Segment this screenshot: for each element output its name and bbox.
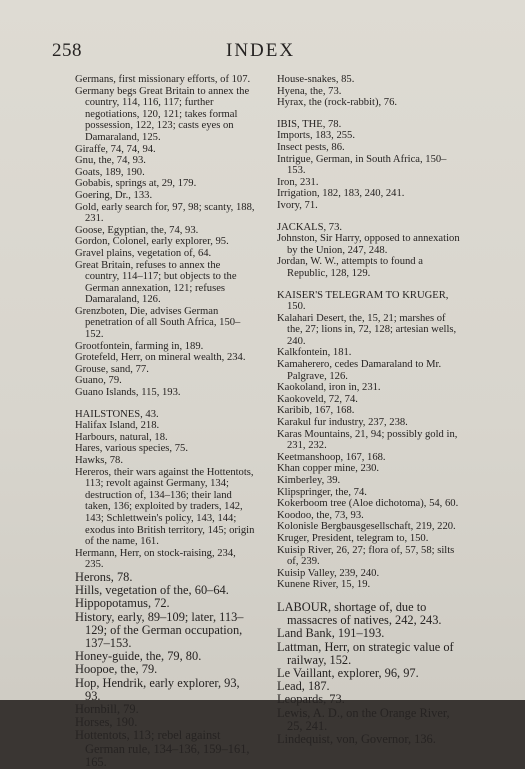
index-entry: Iron, 231. <box>277 176 319 188</box>
index-entry: Lead, 187. <box>277 679 330 694</box>
index-entry: LABOUR, shortage of, due to massacres of natives, 242, 243. <box>277 599 442 628</box>
index-entry: Goering, Dr., 133. <box>75 189 153 201</box>
index-entry: HAILSTONES, 43. <box>75 408 159 420</box>
index-entry: Kuisip Valley, 239, 240. <box>277 567 380 579</box>
index-entry: Grouse, sand, 77. <box>75 363 149 375</box>
index-entry: Intrigue, German, in South Africa, 150–153. <box>277 153 447 177</box>
section-gap <box>277 109 461 119</box>
index-entry: Gold, early search for, 97, 98; scanty, 188, 231. <box>75 201 255 225</box>
index-entry: Guano, 79. <box>75 375 122 387</box>
index-entry: Horses, 190. <box>75 715 138 730</box>
index-entry: House-snakes, 85. <box>277 74 355 85</box>
index-entry: Grootfontein, farming in, 189. <box>75 340 204 352</box>
index-entry: Harbours, natural, 18. <box>75 431 168 443</box>
index-entry: KAISER'S TELEGRAM TO KRUGER, 150. <box>277 289 449 313</box>
index-entry: JACKALS, 73. <box>277 221 343 233</box>
index-column-right <box>277 74 461 746</box>
index-entry: Kaokoland, iron in, 231. <box>277 382 381 394</box>
index-entry: Leopards, 73. <box>277 692 345 707</box>
index-entry: Kokerboom tree (Aloe dichotoma), 54, 60. <box>277 498 459 510</box>
index-entry: Gnu, the, 74, 93. <box>75 155 146 167</box>
index-entry: Kruger, President, telegram to, 150. <box>277 532 429 544</box>
index-entry: Hills, vegetation of the, 60–64. <box>75 583 229 598</box>
index-entry: History, early, 89–109; later, 113–129; of the German occupation, 137–153. <box>75 609 244 650</box>
index-entry: Ivory, 71. <box>277 199 318 211</box>
index-entry: Hyena, the, 73. <box>277 85 342 97</box>
index-entry: Klipspringer, the, 74. <box>277 486 367 498</box>
index-entry: Goats, 189, 190. <box>75 166 145 178</box>
index-entry: Karas Mountains, 21, 94; possibly gold in, 231, 232. <box>277 428 458 452</box>
index-entry: Hereros, their wars against the Hottentots, 113; revolt against Germany, 134; destruction of, 134–136; their land taken, 136; exploited by traders, 142, 143; Schlettwein's policy, 143, 144; exodus into British territory, 145; origin of the name, 161. <box>75 466 255 548</box>
index-entry: Gravel plains, vegetation of, 64. <box>75 247 212 259</box>
index-entry: Lindequist, von, Governor, 136. <box>277 731 436 746</box>
section-gap <box>277 280 461 290</box>
index-entry: Kalkfontein, 181. <box>277 347 352 359</box>
index-entry: Germany begs Great Britain to annex the country, 114, 116, 117; further negotiations, 120, 121; takes formal possession, 122, 123; casts eyes on Damaraland, 125. <box>75 85 250 143</box>
index-entry: Johnston, Sir Harry, opposed to annexation by the Union, 247, 248. <box>277 233 460 256</box>
index-entry: Irrigation, 182, 183, 240, 241. <box>277 188 405 200</box>
index-entry: Honey-guide, the, 79, 80. <box>75 649 202 664</box>
index-entry: Khan copper mine, 230. <box>277 463 380 475</box>
index-entry: Giraffe, 74, 74, 94. <box>75 143 156 155</box>
index-entry: Hawks, 78. <box>75 455 123 466</box>
index-entry: Kunene River, 15, 19. <box>277 579 371 591</box>
index-entry: Hermann, Herr, on stock-raising, 234, 235. <box>75 547 236 571</box>
index-entry: Karibib, 167, 168. <box>277 405 355 417</box>
index-entry: Keetmanshoop, 167, 168. <box>277 451 386 463</box>
index-entry: Germans, first missionary efforts, of 107. <box>75 74 251 85</box>
index-entry: Herons, 78. <box>75 569 133 584</box>
section-gap <box>75 399 255 409</box>
index-entry: Guano Islands, 115, 193. <box>75 387 181 399</box>
page-title: INDEX <box>226 40 296 61</box>
section-gap <box>277 212 461 222</box>
index-entry: Hottentots, 113; rebel against German rule, 134–136, 159–161, 165. <box>75 728 250 769</box>
index-entry: Hyrax, the (rock-rabbit), 76. <box>277 97 398 109</box>
index-entry: Hippopotamus, 72. <box>75 596 170 611</box>
index-entry: Goose, Egyptian, the, 74, 93. <box>75 224 199 236</box>
index-entry: Kamaherero, cedes Damaraland to Mr. Palgrave, 126. <box>277 359 442 382</box>
index-entry: Jordan, W. W., attempts to found a Republic, 128, 129. <box>277 256 423 279</box>
index-entry: Gobabis, springs at, 29, 179. <box>75 178 197 190</box>
index-entry: Imports, 183, 255. <box>277 130 355 142</box>
index-entry: Lattman, Herr, on strategic value of railway, 152. <box>277 639 454 667</box>
index-entry: Hares, various species, 75. <box>75 443 188 455</box>
index-entry: Lewis, A. D., on the Orange River, 25, 241. <box>277 705 450 733</box>
index-entry: Hoopoe, the, 79. <box>75 662 158 677</box>
index-entry: Kalahari Desert, the, 15, 21; marshes of the, 27; lions in, 72, 128; artesian wells, 240. <box>277 312 457 347</box>
index-entry: Grenzboten, Die, advises German penetration of all South Africa, 150–152. <box>75 305 241 341</box>
index-entry: Halifax Island, 218. <box>75 420 160 432</box>
page-number: 258 <box>52 40 82 61</box>
index-entry: Hornbill, 79. <box>75 701 139 716</box>
index-entry: Land Bank, 191–193. <box>277 626 385 641</box>
index-entry: Koodoo, the, 73, 93. <box>277 509 364 521</box>
index-column-left <box>75 74 255 769</box>
index-entry: Kaokoveld, 72, 74. <box>277 393 358 405</box>
index-entry: Kolonisle Bergbausgesellschaft, 219, 220. <box>277 521 456 533</box>
index-entry: Grotefeld, Herr, on mineral wealth, 234. <box>75 352 246 364</box>
index-entry: IBIS, THE, 78. <box>277 118 342 130</box>
index-entry: Le Vaillant, explorer, 96, 97. <box>277 665 419 680</box>
index-entry: Kimberley, 39. <box>277 475 341 486</box>
index-entry: Gordon, Colonel, early explorer, 95. <box>75 236 229 248</box>
index-entry: Karakul fur industry, 237, 238. <box>277 417 408 429</box>
index-entry: Insect pests, 86. <box>277 141 345 153</box>
index-entry: Great Britain, refuses to annex the country, 114–117; but objects to the German annexation, 121; refuses Damaraland, 126. <box>75 259 237 306</box>
index-entry: Hop, Hendrik, early explorer, 93, 93. <box>75 675 240 703</box>
index-entry: Kuisip River, 26, 27; flora of, 57, 58; silts of, 239. <box>277 544 455 568</box>
